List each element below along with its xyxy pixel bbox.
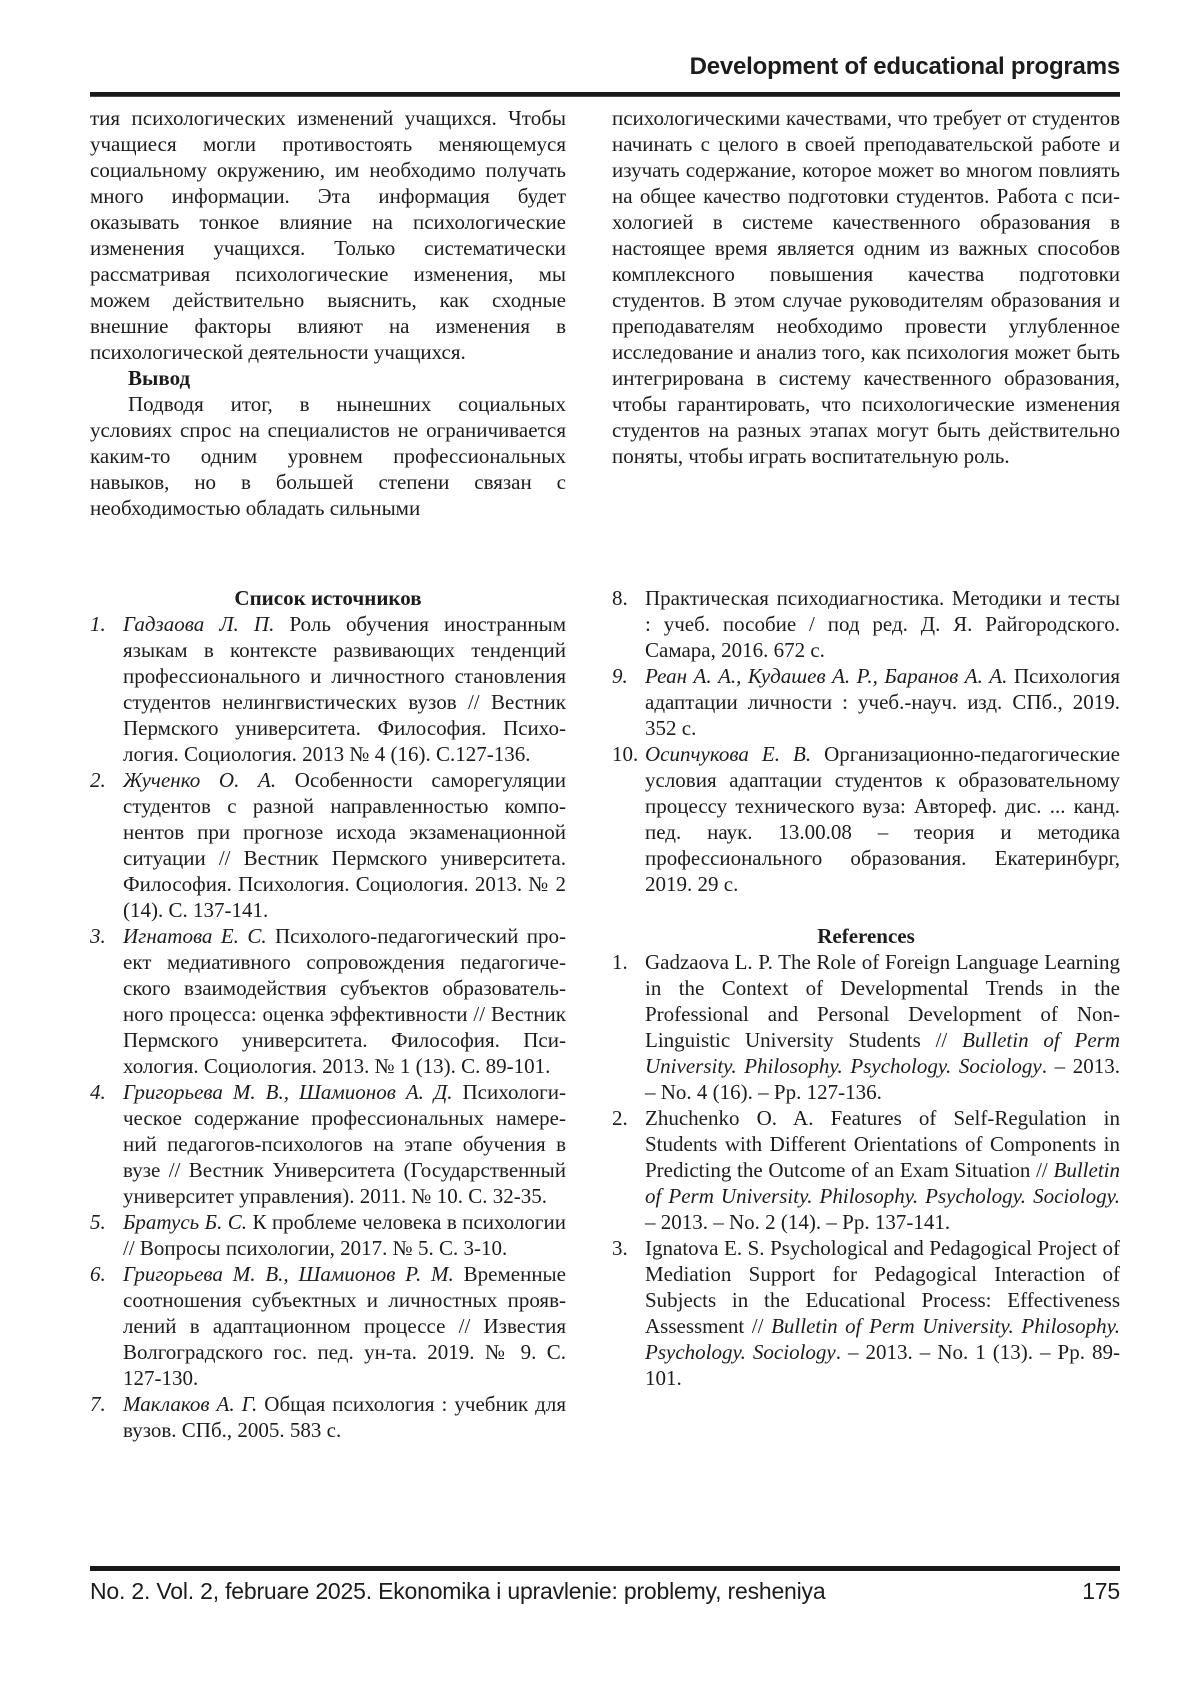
reference-author: Гадзаова Л. П. [123, 612, 290, 636]
reference-author: Игнатова Е. С. [123, 924, 275, 948]
reference-author: Григорьева М. В., Шамионов Р. М. [123, 1262, 464, 1286]
reference-item [612, 585, 1120, 663]
reference-journal: Bulletin of Perm University. Philosophy. Psychology. Sociology. [645, 1158, 1120, 1208]
reference-author: Осипчукова Е. В. [645, 742, 825, 766]
reference-item [90, 1261, 566, 1391]
sources-list-right [612, 585, 1120, 897]
reference-text: Реан А. А., Кудашев А. Р., Баранов А. А. Психология адаптации личности : учеб.-науч. изд. СПб., 2019. 352 с. [645, 664, 1120, 740]
reference-number: 10. [612, 742, 639, 766]
reference-journal: Bulletin of Perm University. Philosophy. Psychology. Sociology [645, 1028, 1121, 1078]
reference-item [90, 1391, 566, 1443]
reference-number: 1. [90, 612, 106, 636]
sources-heading: Список источников [234, 586, 422, 610]
reference-item [90, 611, 566, 767]
reference-text: Жученко О. А. Особенности саморегуляции студентов с разной направленностью компонентов при прогнозе исхода экзаменационной ситуации // Вестник Пермского университета. Философия. Психология. Социология. 2013. № 2 (14). С. 137-141. [123, 768, 566, 922]
reference-number: 1. [612, 950, 628, 974]
reference-text: Григорьева М. В., Шамионов Р. М. Временные соотношения субъектных и личностных проявлений в адаптационном процессе // Известия Волгоградского гос. пед. ун-та. 2019. № 9. С. 127-130. [123, 1262, 566, 1390]
reference-item [612, 741, 1120, 897]
continuation-paragraph: тия психологических изменений учащихся. Чтобы учащиеся могли противостоять меняющемуся социальному окружению, им необходимо получать много информации. Эта информация будет оказывать тонкое влияние на психологические изменения учащихся. Только систематически рассматривая психологические изменения, мы можем действительно выяснить, как сходные внешние факторы влияют на изменения в психологической деятельности учащихся. [90, 106, 566, 364]
header-rule [90, 92, 1120, 97]
reference-author: Маклаков А. Г. [123, 1392, 265, 1416]
left-column-text-block [90, 105, 566, 585]
reference-item [612, 1105, 1120, 1235]
conclusion-paragraph: Подводя итог, в нынешних социальных условиях спрос на специалистов не ограничивается каким-то одним уровнем профессиональных навыков, но в большей степени связан с необходимостью обладать сильными [90, 392, 566, 520]
reference-text: Братусь Б. С. К проблеме человека в психологии // Вопросы психологии, 2017. № 5. С. 3-10. [123, 1210, 566, 1260]
right-column [612, 105, 1120, 1443]
reference-item [90, 1209, 566, 1261]
reference-text: Zhuchenko O. A. Features of Self-Regulation in Students with Different Orientations of Components in Predicting the Outcome of an Exam Situation // Bulletin of Perm University. Philosophy. Psychology. Sociology. – 2013. – No. 2 (14). – Pp. 137-141. [645, 1106, 1120, 1234]
reference-text: Игнатова Е. С. Психолого-педагогический проект медиативного сопровождения педагогического взаимодействия субъектов образовательного процесса: оценка эффективности // Вестник Пермского университета. Философия. Психология. Социология. 2013. № 1 (13). С. 89-101. [123, 924, 566, 1078]
reference-item [612, 949, 1120, 1105]
reference-number: 5. [90, 1210, 106, 1234]
running-header [90, 52, 1120, 97]
reference-number: 3. [612, 1236, 628, 1260]
reference-number: 4. [90, 1080, 106, 1104]
reference-item [90, 923, 566, 1079]
reference-text: Осипчукова Е. В. Организационно-педагогические условия адаптации студентов к образовательному процессу технического вуза: Автореф. дис. ... канд. пед. наук. 13.00.08 – теория и методика профессионального образования. Екатеринбург, 2019. 29 с. [645, 742, 1120, 896]
right-column-paragraph: психологическими качествами, что требует от студентов начинать с целого в своей преподавательской работе и изучать содержание, которое может во многом повлиять на общее качество подготовки студентов. Работа с психологией в системе качественного образования в настоящее время является одним из важных способов комплексного повышения качества подготовки студентов. В этом случае руководителям образования и преподавателям необходимо провести углубленное исследование и анализ того, как психология может быть интегрирована в систему качественного образования, чтобы гарантировать, что психологические изменения студентов на разных этапах могут быть действительно поняты, чтобы играть воспитательную роль. [612, 106, 1120, 468]
reference-author: Жученко О. А. [123, 768, 295, 792]
reference-number: 7. [90, 1392, 106, 1416]
reference-journal: Bulletin of Perm University. Philosophy. Psychology. Sociology [645, 1314, 1120, 1364]
reference-item [90, 767, 566, 923]
reference-text: Практическая психодиагностика. Методики и тесты : учеб. пособие / под ред. Д. Я. Райгородского. Самара, 2016. 672 с. [645, 586, 1120, 662]
reference-number: 9. [612, 664, 628, 688]
conclusion-heading: Вывод [128, 366, 191, 390]
reference-author: Реан А. А., Кудашев А. Р., Баранов А. А. [645, 664, 1014, 688]
reference-number: 8. [612, 586, 628, 610]
two-column-body [90, 105, 1120, 1443]
reference-number: 2. [90, 768, 106, 792]
reference-item [612, 663, 1120, 741]
reference-number: 2. [612, 1106, 628, 1130]
reference-author: Братусь Б. С. [123, 1210, 253, 1234]
sources-list-left [90, 611, 566, 1443]
reference-author: Григорьева М. В., Шамионов А. Д. [123, 1080, 463, 1104]
footer-rule [90, 1566, 1120, 1571]
reference-item [612, 1235, 1120, 1391]
reference-number: 3. [90, 924, 106, 948]
reference-item [90, 1079, 566, 1209]
running-header-title: Development of educational programs [689, 53, 1120, 80]
reference-number: 6. [90, 1262, 106, 1286]
reference-text: Ignatova E. S. Psychological and Pedagogical Project of Mediation Support for Pedagogical Interaction of Subjects in the Educational Process: Effectiveness Assessment // Bulletin of Perm University. Philosophy. Psychology. Sociology. – 2013. – No. 1 (13). – Pp. 89-101. [645, 1236, 1121, 1390]
right-column-text-block [612, 105, 1120, 585]
reference-text: Гадзаова Л. П. Роль обучения иностранным языкам в контексте развивающих тенденций профессионального и личностного становления студентов нелингвистических вузов // Вестник Пермского университета. Философия. Психология. Социология. 2013 № 4 (16). С.127-136. [123, 612, 566, 766]
footer-journal-line: No. 2. Vol. 2, februare 2025. Ekonomika i upravlenie: problemy, resheniya [90, 1578, 826, 1604]
references-heading: References [817, 924, 915, 948]
references-list [612, 949, 1120, 1391]
left-column [90, 105, 566, 1443]
reference-text: Григорьева М. В., Шамионов А. Д. Психологическое содержание профессиональных намерений педагогов-психологов на этапе обучения в вузе // Вестник Университета (Государственный университет управления). 2011. № 10. С. 32-35. [123, 1080, 566, 1208]
reference-text: Маклаков А. Г. Общая психология : учебник для вузов. СПб., 2005. 583 с. [123, 1392, 567, 1442]
page-footer [90, 1566, 1120, 1605]
page-number: 175 [1082, 1578, 1120, 1604]
reference-text: Gadzaova L. P. The Role of Foreign Language Learning in the Context of Developmental Trends in the Professional and Personal Development of Non-Linguistic University Students // Bulletin of Perm University. Philosophy. Psychology. Sociology. – 2013. – No. 4 (16). – Pp. 127-136. [645, 950, 1121, 1104]
